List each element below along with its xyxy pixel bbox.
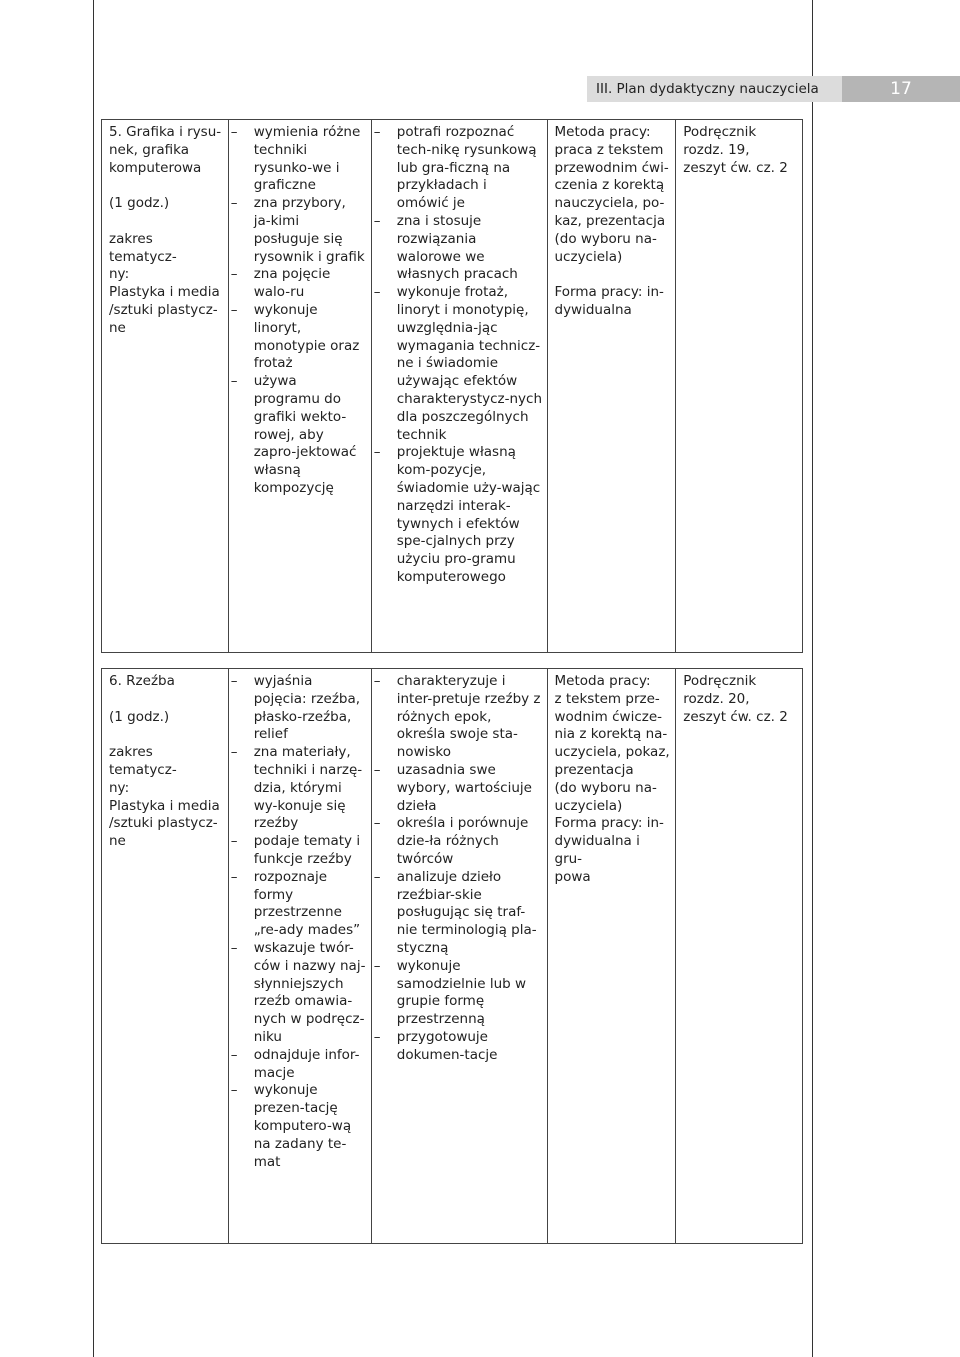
method-line: z tekstem prze- [554, 690, 660, 707]
topic-line: nek, grafika [109, 141, 190, 158]
scope-line: /sztuki plastycz- [109, 815, 218, 832]
scope-line: zakres tematycz- [109, 230, 177, 265]
topic-line: 5. Grafika i rysu- [109, 124, 222, 140]
materials-cell [676, 669, 803, 1244]
scope-line: /sztuki plastycz- [109, 301, 218, 318]
method-line: przewodnim ćwi- [554, 159, 669, 176]
list-item: – zna i stosuje rozwiązania walorowe we własnych pracach [379, 213, 543, 284]
list-item: – zna przybory, ja-kimi posługuje się rysownik i grafik [236, 195, 367, 266]
hours-label: (1 godz.) [109, 195, 170, 212]
right-margin-line [812, 0, 813, 1357]
form-line: Forma pracy: in- [554, 815, 664, 832]
topic-cell [102, 669, 229, 1244]
method-line: praca z tekstem [554, 141, 664, 158]
scope-line: Plastyka i media [109, 284, 220, 301]
method-line: czenia z korektą [554, 177, 665, 194]
scope-line: zakres tematycz- [109, 744, 177, 778]
material-line: zeszyt ćw. cz. 2 [683, 708, 788, 725]
list-item: – określa i porównuje dzie-ła różnych twórców [379, 815, 543, 868]
list-item: – podaje tematy i funkcje rzeźby [236, 833, 367, 869]
list-item: – zna materiały, techniki i narzę-dzia, którymi wy-konuje się rzeźby [236, 744, 367, 833]
method-line: uczyciela, pokaz, [554, 744, 670, 761]
list-item: – projektuje własną kom-pozycje, świadomie uży-wając narzędzi interak-tywnych i efektów spe-cjalnych przy użyciu pro-gramu komputerowego [379, 444, 543, 586]
list-item: – wymienia różne techniki rysunko-we i graficzne [236, 124, 367, 195]
methods-cell [547, 120, 676, 653]
method-line: Metoda pracy: [554, 124, 651, 140]
topic-line: komputerowa [109, 159, 202, 176]
methods-cell [547, 669, 676, 1244]
material-line: Podręcznik [683, 124, 757, 140]
list-item: – analizuje dzieło rzeźbiar-skie posługując się traf-nie terminologią pla-styczną [379, 869, 543, 958]
method-line: uczyciela) [554, 248, 623, 265]
list-item: – wykonuje frotaż, linoryt i monotypię, uwzględnia-jąc wymagania technicz-ne i świadomie używając efektów charakterystycz-nych dla poszczególnych technik [379, 284, 543, 444]
materials-cell [676, 120, 803, 653]
list-item: – wyjaśnia pojęcia: rzeźba, płasko-rzeźba, relief [236, 673, 367, 744]
method-line: kaz, prezentacja [554, 212, 666, 229]
list-item: – wykonuje prezen-tację komputero-wą na zadany te-mat [236, 1082, 367, 1171]
method-line: uczyciela) [554, 797, 623, 814]
method-line: nia z korektą na- [554, 726, 668, 743]
form-line: dywidualna [554, 301, 632, 318]
material-line: zeszyt ćw. cz. 2 [683, 159, 788, 176]
list-item: – wskazuje twór-ców i nazwy naj-słynniejszych rzeźb omawia-nych w podręcz-niku [236, 940, 367, 1047]
list-item: – przygotowuje dokumen-tacje [379, 1029, 543, 1065]
hours-label: (1 godz.) [109, 708, 170, 725]
scope-line: ny: [109, 779, 130, 796]
topic-line: 6. Rzeźba [109, 673, 175, 689]
material-line: Podręcznik [683, 673, 757, 689]
extended-requirements-cell [371, 120, 547, 653]
topic-cell [102, 120, 229, 653]
scope-line: ne [109, 319, 126, 336]
list-item: – rozpoznaje formy przestrzenne „re-ady mades” [236, 869, 367, 940]
list-item: – wykonuje linoryt, monotypie oraz frotaż [236, 302, 367, 373]
page-number: 17 [842, 76, 960, 102]
method-line: wodnim ćwicze- [554, 708, 663, 725]
left-margin-line [93, 0, 94, 1357]
scope-line: ny: [109, 266, 130, 283]
form-line: Forma pracy: in- [554, 284, 664, 301]
list-item: – potrafi rozpoznać tech-nikę rysunkową lub gra-ficzną na przykładach i omówić je [379, 124, 543, 213]
list-item: – odnajduje infor-macje [236, 1047, 367, 1083]
table-row [102, 669, 803, 1244]
method-line: nauczyciela, po- [554, 195, 665, 212]
list-item: – używa programu do grafiki wekto-rowej, aby zapro-jektować własną kompozycję [236, 373, 367, 498]
list-item: – wykonuje samodzielnie lub w grupie formę przestrzenną [379, 958, 543, 1029]
lesson-table-grafika [101, 119, 803, 653]
form-line: powa [554, 868, 591, 885]
basic-requirements-cell [228, 669, 371, 1244]
list-item: – uzasadnia swe wybory, wartościuje dzieła [379, 762, 543, 815]
table-row [102, 120, 803, 653]
material-line: rozdz. 20, [683, 690, 750, 707]
lesson-table-rzezba [101, 668, 803, 1244]
material-line: rozdz. 19, [683, 141, 750, 158]
scope-line: Plastyka i media [109, 797, 220, 814]
list-item: – zna pojęcie walo-ru [236, 266, 367, 302]
list-item: – charakteryzuje i inter-pretuje rzeźby z różnych epok, określa swoje sta-nowisko [379, 673, 543, 762]
form-line: dywidualna i gru- [554, 833, 640, 867]
extended-requirements-cell [371, 669, 547, 1244]
running-header-title: III. Plan dydaktyczny nauczyciela [596, 81, 819, 97]
method-line: (do wyboru na- [554, 779, 657, 796]
basic-requirements-cell [228, 120, 371, 653]
method-line: Metoda pracy: [554, 673, 651, 689]
method-line: prezentacja [554, 761, 634, 778]
scope-line: ne [109, 833, 126, 850]
method-line: (do wyboru na- [554, 230, 657, 247]
